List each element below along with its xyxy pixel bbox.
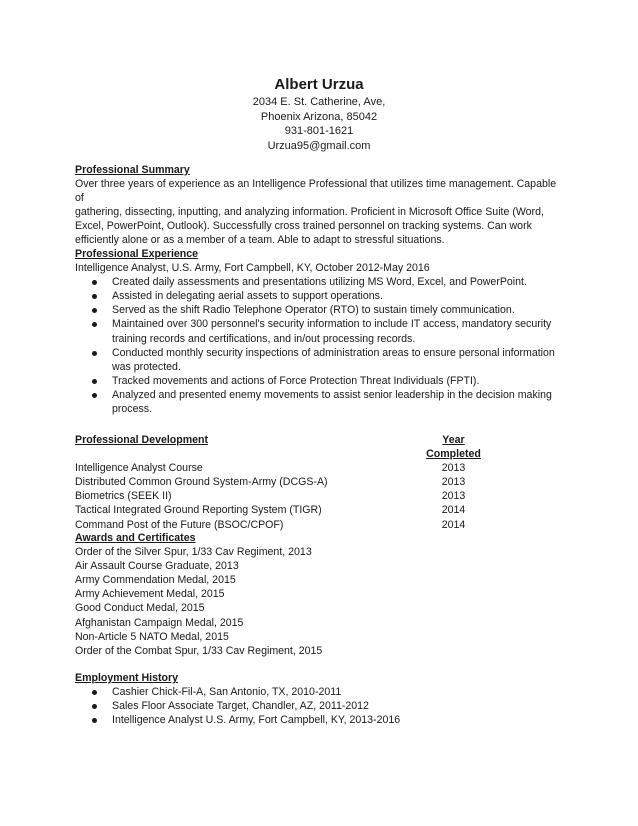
list-item: Intelligence Analyst U.S. Army, Fort Campbell, KY, 2013-2016 xyxy=(75,713,565,727)
list-item: Analyzed and presented enemy movements to assist senior leadership in the decision making process. xyxy=(75,388,565,416)
bullet-icon xyxy=(92,294,97,299)
bullet-icon xyxy=(92,280,97,285)
address-line-1: 2034 E. St. Catherine, Ave, xyxy=(252,96,386,108)
summary-line: gathering, dissecting, inputting, and analyzing information. Proficient in Microsoft Office Suite (Word, xyxy=(75,206,544,219)
development-header-row xyxy=(75,433,565,461)
summary-line: Excel, PowerPoint, Outlook). Successfully cross trained personnel on tracking systems. Can work xyxy=(75,220,532,233)
experience-bullets xyxy=(75,275,565,416)
bullet-icon xyxy=(92,322,97,327)
candidate-name: Albert Urzua xyxy=(274,76,364,93)
email-address: Urzua95@gmail.com xyxy=(267,139,371,152)
resume-header xyxy=(0,76,638,153)
employment-heading: Employment History xyxy=(75,672,179,684)
bullet-icon xyxy=(92,351,97,356)
development-heading: Professional Development xyxy=(75,434,209,446)
list-item: Good Conduct Medal, 2015 xyxy=(75,602,205,615)
phone-number: 931-801-1621 xyxy=(284,125,354,137)
address-line-2: Phoenix Arizona, 85042 xyxy=(260,110,378,123)
list-item: Army Achievement Medal, 2015 xyxy=(75,588,225,601)
list-item: Cashier Chick-Fil-A, San Antonio, TX, 2010-2011 xyxy=(75,685,565,699)
summary-line: Over three years of experience as an Intelligence Professional that utilizes time management. Capable of xyxy=(75,178,557,205)
table-row: Tactical Integrated Ground Reporting System (TIGR) 2014 xyxy=(75,504,466,517)
list-item: Army Commendation Medal, 2015 xyxy=(75,574,236,587)
list-item: Order of the Silver Spur, 1/33 Cav Regiment, 2013 xyxy=(75,546,312,559)
bullet-icon xyxy=(92,379,97,384)
awards-section xyxy=(75,531,565,658)
employment-bullets xyxy=(75,685,565,727)
list-item: Tracked movements and actions of Force Protection Threat Individuals (FPTI). xyxy=(75,374,565,388)
bullet-icon xyxy=(92,704,97,709)
bullet-icon xyxy=(92,690,97,695)
bullet-icon xyxy=(92,393,97,398)
table-row: Intelligence Analyst Course 2013 xyxy=(75,462,466,475)
summary-paragraph xyxy=(75,177,565,247)
awards-heading: Awards and Certificates xyxy=(75,532,196,544)
summary-heading: Professional Summary xyxy=(75,164,190,176)
list-item: Conducted monthly security inspections of administration areas to ensure personal information was protected. xyxy=(75,346,565,374)
list-item: Assisted in delegating aerial assets to support operations. xyxy=(75,289,565,303)
list-item: Afghanistan Campaign Medal, 2015 xyxy=(75,616,244,629)
experience-heading: Professional Experience xyxy=(75,248,199,260)
table-row: Distributed Common Ground System-Army (DCGS-A) 2013 xyxy=(75,476,466,489)
list-item: Created daily assessments and presentations utilizing MS Word, Excel, and PowerPoint. xyxy=(75,275,565,289)
summary-line: efficiently alone or as a member of a team. Able to adapt to stressful situations. xyxy=(75,234,445,247)
summary-section xyxy=(75,163,565,248)
list-item: Air Assault Course Graduate, 2013 xyxy=(75,560,239,573)
list-item: Non-Article 5 NATO Medal, 2015 xyxy=(75,630,229,643)
list-item: Served as the shift Radio Telephone Operator (RTO) to sustain timely communication. xyxy=(75,303,565,317)
bullet-icon xyxy=(92,308,97,313)
table-row: Command Post of the Future (BSOC/CPOF) 2014 xyxy=(75,518,466,531)
list-item: Maintained over 300 personnel's security information to include IT access, mandatory security training records and certifications, and in/out processing records. xyxy=(75,317,565,345)
development-section xyxy=(75,433,565,532)
experience-position: Intelligence Analyst, U.S. Army, Fort Campbell, KY, October 2012-May 2016 xyxy=(75,262,430,275)
bullet-icon xyxy=(92,718,97,723)
list-item: Order of the Combat Spur, 1/33 Cav Regiment, 2015 xyxy=(75,644,323,657)
experience-section xyxy=(75,247,565,416)
year-completed-heading: Year Completed xyxy=(426,434,481,461)
employment-section xyxy=(75,671,565,727)
list-item: Sales Floor Associate Target, Chandler, AZ, 2011-2012 xyxy=(75,699,565,713)
table-row: Biometrics (SEEK II) 2013 xyxy=(75,490,466,503)
